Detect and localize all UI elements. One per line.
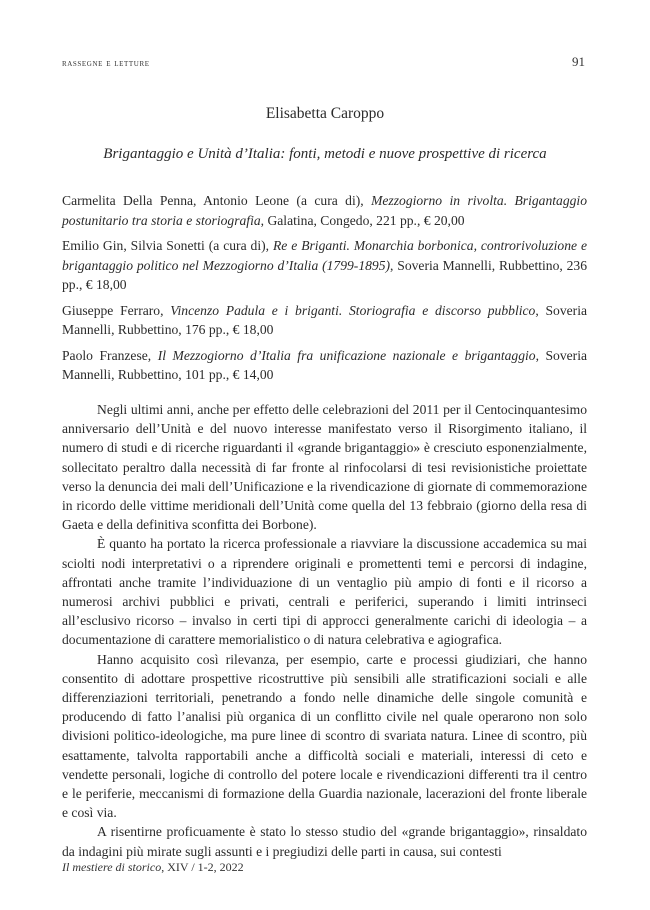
reviewed-work-details: , Soveria Mannelli, Rubbettino, 101 pp., € 14,00: [62, 347, 587, 382]
article-body: [62, 400, 587, 861]
reviewed-work-entry: [62, 346, 587, 385]
body-paragraph: È quanto ha portato la ricerca professionale a riavviare la discussione accademica su mai sciolti nodi interpretativi o a riprendere originali e promettenti temi e percorsi di indagine, affrontati anche tramite l’individuazione di un ventaglio più ampio di fonti e il ricorso a numerosi archivi pubblici e privati, centrali e periferici, superando i limiti intrinseci all’esclusivo ricorso – invalso in certi tipi di approcci generalmente carichi di ideologia – a documentazione di carattere memorialistico o di natura celebrativa e agiografica.: [62, 536, 587, 648]
page-number: 91: [572, 54, 585, 69]
article-title: Brigantaggio e Unità d’Italia: fonti, metodi e nuove prospettive di ricerca: [103, 146, 547, 162]
reviewed-work-title: Vincenzo Padula e i briganti. Storiografia e discorso pubblico: [170, 302, 536, 318]
journal-footer: [62, 860, 244, 875]
reviewed-work-details: , Soveria Mannelli, Rubbettino, 176 pp., € 18,00: [62, 302, 588, 337]
journal-name: Il mestiere di storico: [62, 860, 162, 874]
reviewed-work-details: , Galatina, Congedo, 221 pp., € 20,00: [260, 212, 465, 228]
reviewed-work-title: Re e Briganti. Monarchia borbonica, controrivoluzione e brigantaggio politico nel Mezzogiorno d’Italia (1799-1895): [62, 238, 588, 273]
reviewed-works-list: [62, 191, 587, 391]
reviewed-work-entry: [62, 191, 587, 230]
reviewed-work-title: Il Mezzogiorno d’Italia fra unificazione nazionale e brigantaggio: [157, 347, 536, 363]
reviewed-work-entry: [62, 301, 587, 340]
reviewed-work-authors: Paolo Franzese,: [62, 347, 158, 363]
body-paragraph: Negli ultimi anni, anche per effetto delle celebrazioni del 2011 per il Centocinquantesimo anniversario dell’Unità e del nuovo interesse manifestato verso il Risorgimento italiano, il numero di studi e di ricerche riguardanti il «grande brigantaggio» è cresciuto esponenzialmente, sollecitato peraltro dalla necessità di far fronte al rinfocolarsi di tesi revisionistiche proiettate verso la denuncia dei mali dell’Unificazione e la rivendicazione di giornate di commemorazione in ricordo delle vittime meridionali dell’Unità come quella del 13 febbraio (giorno della resa di Gaeta e della definitiva sconfitta dei Borbone).: [62, 402, 587, 533]
article-author: Elisabetta Caroppo: [265, 105, 385, 122]
reviewed-work-authors: Giuseppe Ferraro,: [62, 302, 171, 318]
running-head: rassegne e letture: [62, 58, 150, 69]
reviewed-work-authors: Emilio Gin, Silvia Sonetti (a cura di),: [62, 238, 273, 253]
reviewed-work-entry: [62, 236, 587, 295]
reviewed-work-authors: Carmelita Della Penna, Antonio Leone (a cura di),: [62, 193, 372, 208]
journal-issue: , XIV / 1-2, 2022: [161, 860, 244, 874]
reviewed-work-title: Mezzogiorno in rivolta. Brigantaggio postunitario tra storia e storiografia: [62, 193, 587, 228]
reviewed-work-details: , Soveria Mannelli, Rubbettino, 236 pp., € 18,00: [62, 257, 587, 292]
body-paragraph: Hanno acquisito così rilevanza, per esempio, carte e processi giudiziari, che hanno consentito di adottare prospettive ricostruttive più sensibili alle stratificazioni sociali e alle differenziazioni territoriali, penetrando a fondo nelle dinamiche delle singole comunità e producendo di fatto l’analisi più organica di un conflitto civile nel quale operarono non solo divisioni politico-ideologiche, ma pure linee di scontro di svariata natura. Linee di scontro, più esattamente, talvolta rapportabili anche a difficoltà sociali e materiali, interessi di ceto e vendette personali, logiche di controllo del potere locale e rivendicazioni differenti tra il centro e le periferie, meccanismi di formazione della Guardia nazionale, lacerazioni del fronte liberale e così via.: [62, 651, 587, 821]
body-paragraph: A risentirne proficuamente è stato lo stesso studio del «grande brigantaggio», rinsaldato da indagini più mirate sugli assunti e i pregiudizi delle parti in causa, sui contesti: [62, 824, 587, 859]
